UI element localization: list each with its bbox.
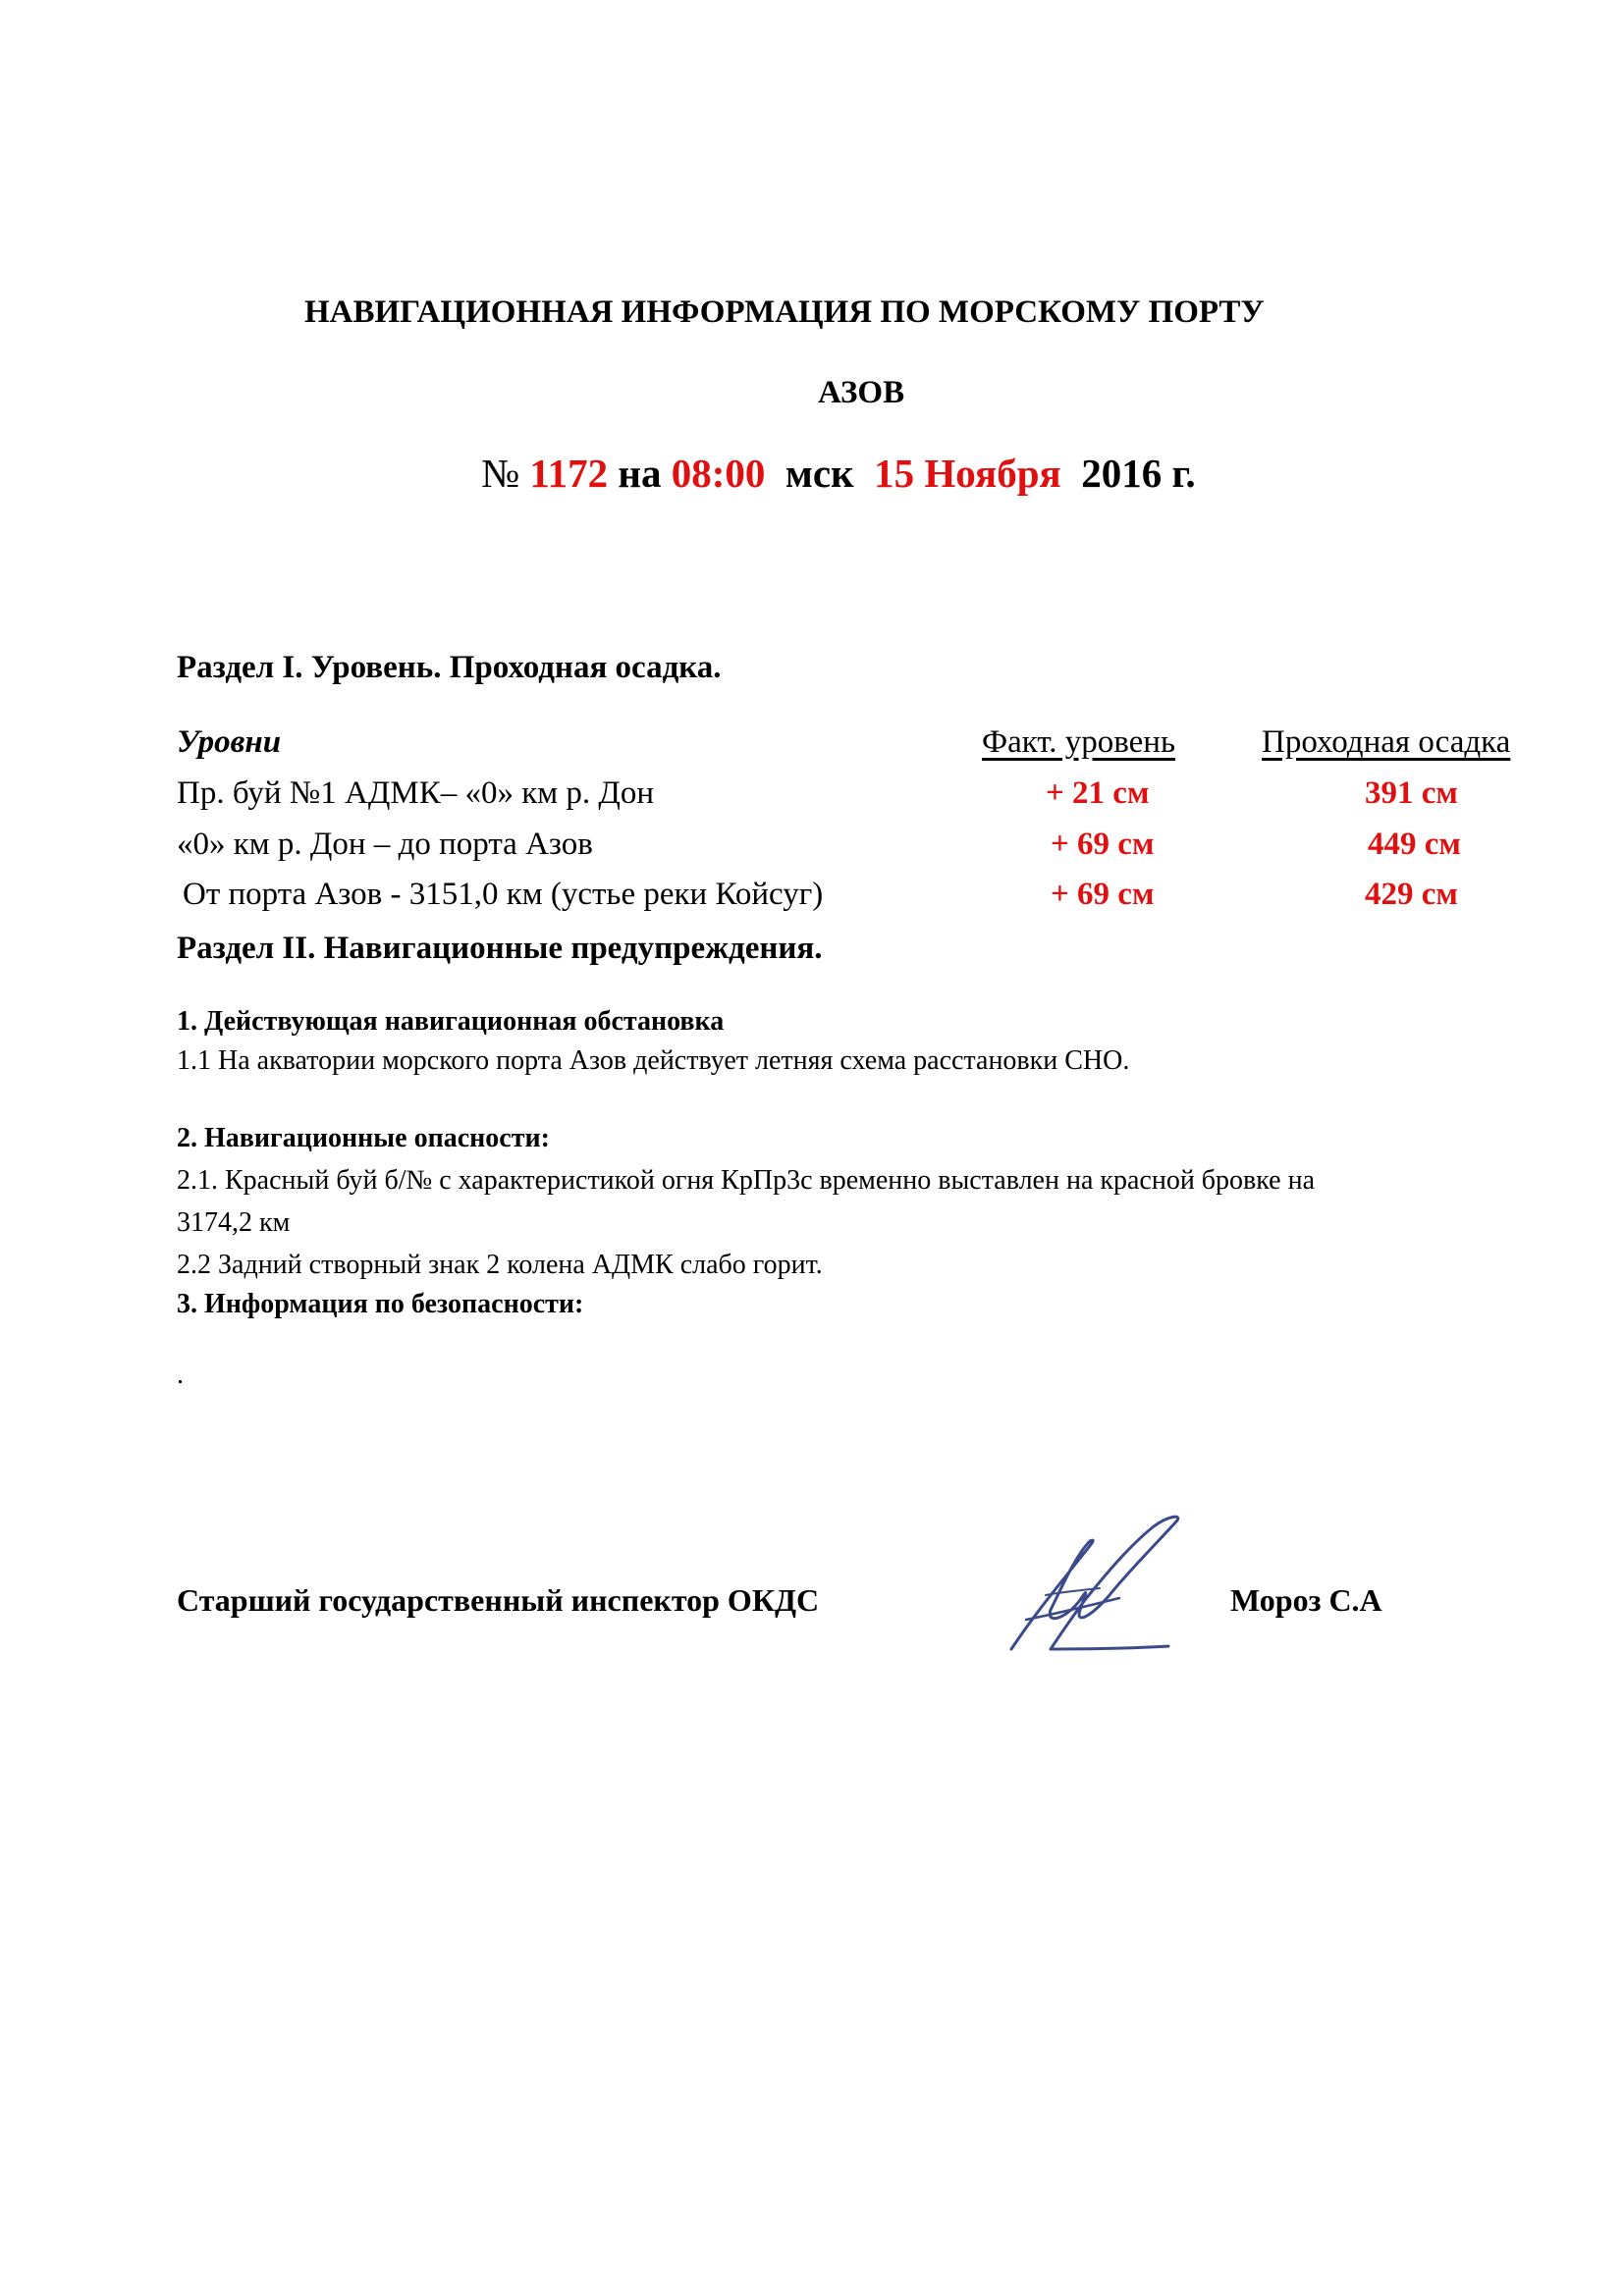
signer-position: Старший государственный инспектор ОКДС (177, 1582, 820, 1618)
item-3-text: . (177, 1360, 184, 1390)
subsection-3-title: 3. Информация по безопасности: (177, 1289, 584, 1319)
subsection-1-title: 1. Действующая навигационная обстановка (177, 1006, 725, 1037)
bulletin-date: 15 Ноября (874, 451, 1061, 496)
table-row (0, 775, 1624, 815)
bulletin-year: 2016 г. (1081, 451, 1196, 496)
row-draft: 429 см (1365, 877, 1458, 912)
subsection-2-title: 2. Навигационные опасности: (177, 1123, 550, 1153)
number-prefix: № (481, 451, 520, 496)
row-label: Пр. буй №1 АДМК– «0» км р. Дон (177, 775, 655, 811)
item-2-1-text: 2.1. Красный буй б/№ с характеристикой огня КрПр3с временно выставлен на красной бровке на (177, 1165, 1316, 1196)
row-fact-level: + 21 см (1046, 775, 1150, 811)
row-draft: 449 см (1368, 827, 1461, 862)
item-2-2-text: 2.2 Задний створный знак 2 колена АДМК слабо горит. (177, 1250, 823, 1280)
port-name: АЗОВ (818, 375, 905, 410)
timezone: мск (785, 451, 854, 496)
bulletin-number: 1172 (529, 451, 609, 496)
levels-column-name: Уровни (177, 724, 282, 760)
row-label: «0» км р. Дон – до порта Азов (177, 827, 593, 862)
item-1-1-text: 1.1 На акватории морского порта Азов действует летняя схема расстановки СНО. (177, 1045, 1130, 1076)
item-2-1-text-cont: 3174,2 км (177, 1207, 291, 1238)
document-title: НАВИГАЦИОННАЯ ИНФОРМАЦИЯ ПО МОРСКОМУ ПОРТУ (304, 294, 1265, 330)
section1-title: Раздел I. Уровень. Проходная осадка. (177, 650, 722, 685)
levels-table-header (0, 724, 1624, 764)
table-row (0, 827, 1624, 866)
bulletin-time: 08:00 (671, 451, 766, 496)
fact-level-column: Факт. уровень (982, 724, 1176, 760)
bulletin-number-line (481, 450, 1196, 497)
signature-icon (992, 1502, 1188, 1669)
on-word: на (618, 451, 662, 496)
row-draft: 391 см (1365, 775, 1458, 811)
row-label: От порта Азов - 3151,0 км (устье реки Койсуг) (183, 877, 824, 912)
row-fact-level: + 69 см (1051, 877, 1155, 912)
signer-name: Мороз С.А (1230, 1582, 1382, 1618)
section2-title: Раздел II. Навигационные предупреждения. (177, 931, 823, 966)
draft-column: Проходная осадка (1262, 724, 1511, 760)
row-fact-level: + 69 см (1051, 827, 1155, 862)
table-row (0, 877, 1624, 916)
